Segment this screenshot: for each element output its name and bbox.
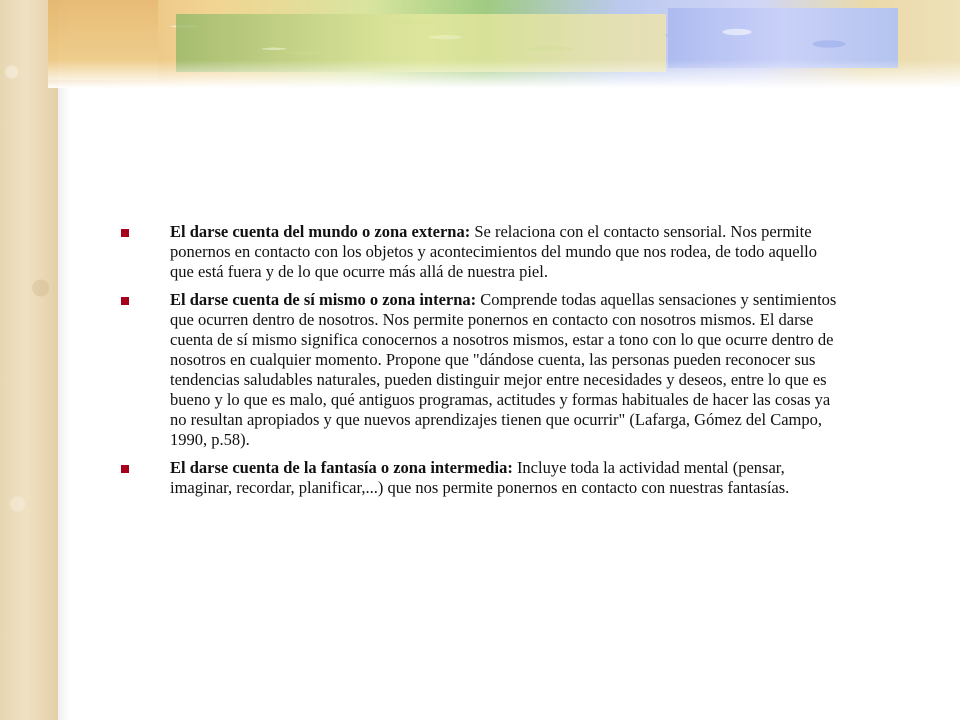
decorative-floral-banner (48, 0, 960, 88)
square-bullet-icon (121, 297, 129, 305)
bullet-list (118, 222, 838, 506)
bullet-text: Se relaciona con el contacto sensorial. Nos permite ponernos en contacto con los objetos y acontecimientos del mundo que nos rodea, de todo aquello que está fuera y de lo que ocurre más allá de nuestra piel. (170, 222, 818, 281)
bullet-term: El darse cuenta del mundo o zona externa: (170, 222, 471, 241)
bullet-item-zona-intermedia (118, 458, 838, 498)
bullet-item-zona-externa (118, 222, 838, 282)
bullet-text: Comprende todas aquellas sensaciones y sentimientos que ocurren dentro de nosotros. Nos permite ponernos en contacto con nosotros mismos. El darse cuenta de sí mismo significa conocernos a nosotros mismos, estar a tono con lo que ocurre dentro de nosotros en cualquier momento. Propone que "dándose cuenta, las personas pueden reconocer sus tendencias saludables naturales, pueden distinguir mejor entre necesidades y deseos, entre lo que es bueno y lo que es malo, qué antiguos programas, actitudes y formas habituales de hacer las cosas ya no resultan apropiados y que nuevos aprendizajes tienen que ocurrir" (Lafarga, Gómez del Campo, 1990, p.58). (170, 290, 837, 449)
bullet-text: Incluye toda la actividad mental (pensar, imaginar, recordar, planificar,...) que nos permite ponernos en contacto con nuestras fantasías. (170, 458, 790, 497)
square-bullet-icon (121, 465, 129, 473)
parchment-sidebar (0, 0, 58, 720)
bullet-term: El darse cuenta de la fantasía o zona intermedia: (170, 458, 513, 477)
bullet-item-zona-interna (118, 290, 838, 450)
banner-strip-right (668, 8, 898, 68)
banner-fade (48, 60, 960, 88)
bullet-term: El darse cuenta de sí mismo o zona interna: (170, 290, 477, 309)
square-bullet-icon (121, 229, 129, 237)
